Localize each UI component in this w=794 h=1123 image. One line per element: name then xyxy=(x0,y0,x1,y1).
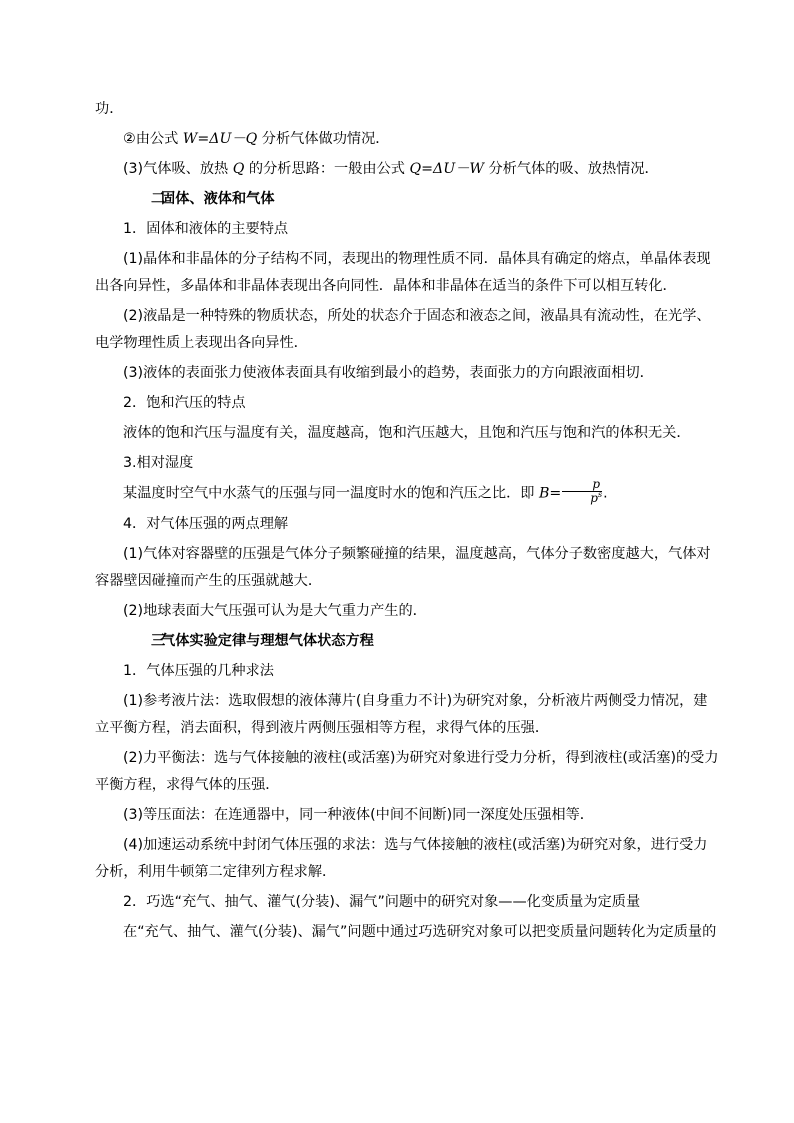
section-heading: 三气体实验定律与理想气体状态方程 xyxy=(151,632,374,649)
paragraph-cont: 电学物理性质上表现出各向异性． xyxy=(95,335,308,351)
sub-heading: 2．饱和汽压的特点 xyxy=(123,395,246,411)
sub-heading: 3.相对湿度 xyxy=(123,455,194,471)
paragraph-cont: 平衡方程，求得气体的压强． xyxy=(95,776,280,793)
paragraph: (2)液晶是一种特殊的物质状态，所处的状态介于固态和液态之间，液晶具有流动性，在光学、 xyxy=(123,308,711,324)
text-line: 功． xyxy=(95,101,124,117)
sub-heading: 1．固体和液体的主要特点 xyxy=(123,221,289,237)
paragraph: (1)参考液片法：选取假想的液体薄片(自身重力不计)为研究对象，分析液片两侧受力情况，建 xyxy=(123,692,708,709)
paragraph: (2)地球表面大气压强可认为是大气重力产生的． xyxy=(123,602,427,619)
formula: Q=ΔU－W xyxy=(409,161,484,177)
paragraph: 在“充气、抽气、灌气(分装)、漏气”问题中通过巧选研究对象可以把变质量问题转化为定质量的 xyxy=(123,923,717,940)
sub-heading: 2．巧选“充气、抽气、灌气(分装)、漏气”问题中的研究对象——化变质量为定质量 xyxy=(123,893,641,910)
paragraph: (1)气体对容器壁的压强是气体分子频繁碰撞的结果，温度越高，气体分子数密度越大，气体对 xyxy=(123,545,711,562)
paragraph: (1)晶体和非晶体的分子结构不同，表现出的物理性质不同．晶体具有确定的熔点，单晶体表现 xyxy=(123,251,711,267)
paragraph-cont: 容器壁因碰撞而产生的压强就越大． xyxy=(95,572,323,589)
text-line: ②由公式 W=ΔU－Q 分析气体做功情况． xyxy=(123,131,390,147)
paragraph: (4)加速运动系统中封闭气体压强的求法：选与气体接触的液柱(或活塞)为研究对象，进行受力 xyxy=(123,836,708,853)
paragraph: (2)力平衡法：选与气体接触的液柱(或活塞)为研究对象进行受力分析，得到液柱(或活塞)的受力 xyxy=(123,749,719,766)
section-heading: 二固体、液体和气体 xyxy=(151,191,275,207)
formula: W=ΔU－Q xyxy=(182,131,258,147)
paragraph-cont: 立平衡方程，消去面积，得到液片两侧压强相等方程，求得气体的压强． xyxy=(95,719,550,736)
paragraph-cont: 出各向异性，多晶体和非晶体表现出各向同性．晶体和非晶体在适当的条件下可以相互转化． xyxy=(95,278,677,294)
paragraph-cont: 分析，利用牛顿第二定律列方程求解． xyxy=(95,863,337,880)
text-line: (3)气体吸、放热 Q 的分析思路：一般由公式 Q=ΔU－W 分析气体的吸、放热情况． xyxy=(123,161,659,177)
paragraph: (3)液体的表面张力使液体表面具有收缩到最小的趋势，表面张力的方向跟液面相切． xyxy=(123,365,654,381)
sub-heading: 4．对气体压强的两点理解 xyxy=(123,515,289,532)
paragraph: 液体的饱和汽压与温度有关，温度越高，饱和汽压越大，且饱和汽压与饱和汽的体积无关． xyxy=(123,425,691,441)
variable-q: Q xyxy=(232,161,245,177)
sub-heading: 1．气体压强的几种求法 xyxy=(123,662,274,679)
paragraph: (3)等压面法：在连通器中，同一种液体(中间不间断)同一深度处压强相等． xyxy=(123,806,594,823)
paragraph-formula: 某温度时空气中水蒸气的压强与同一温度时水的饱和汽压之比．即 B= $\frac{p}{p^s}$ . xyxy=(123,477,608,505)
document-body xyxy=(95,96,719,946)
fraction: $\frac{p}{p^s}$ xyxy=(562,478,602,505)
